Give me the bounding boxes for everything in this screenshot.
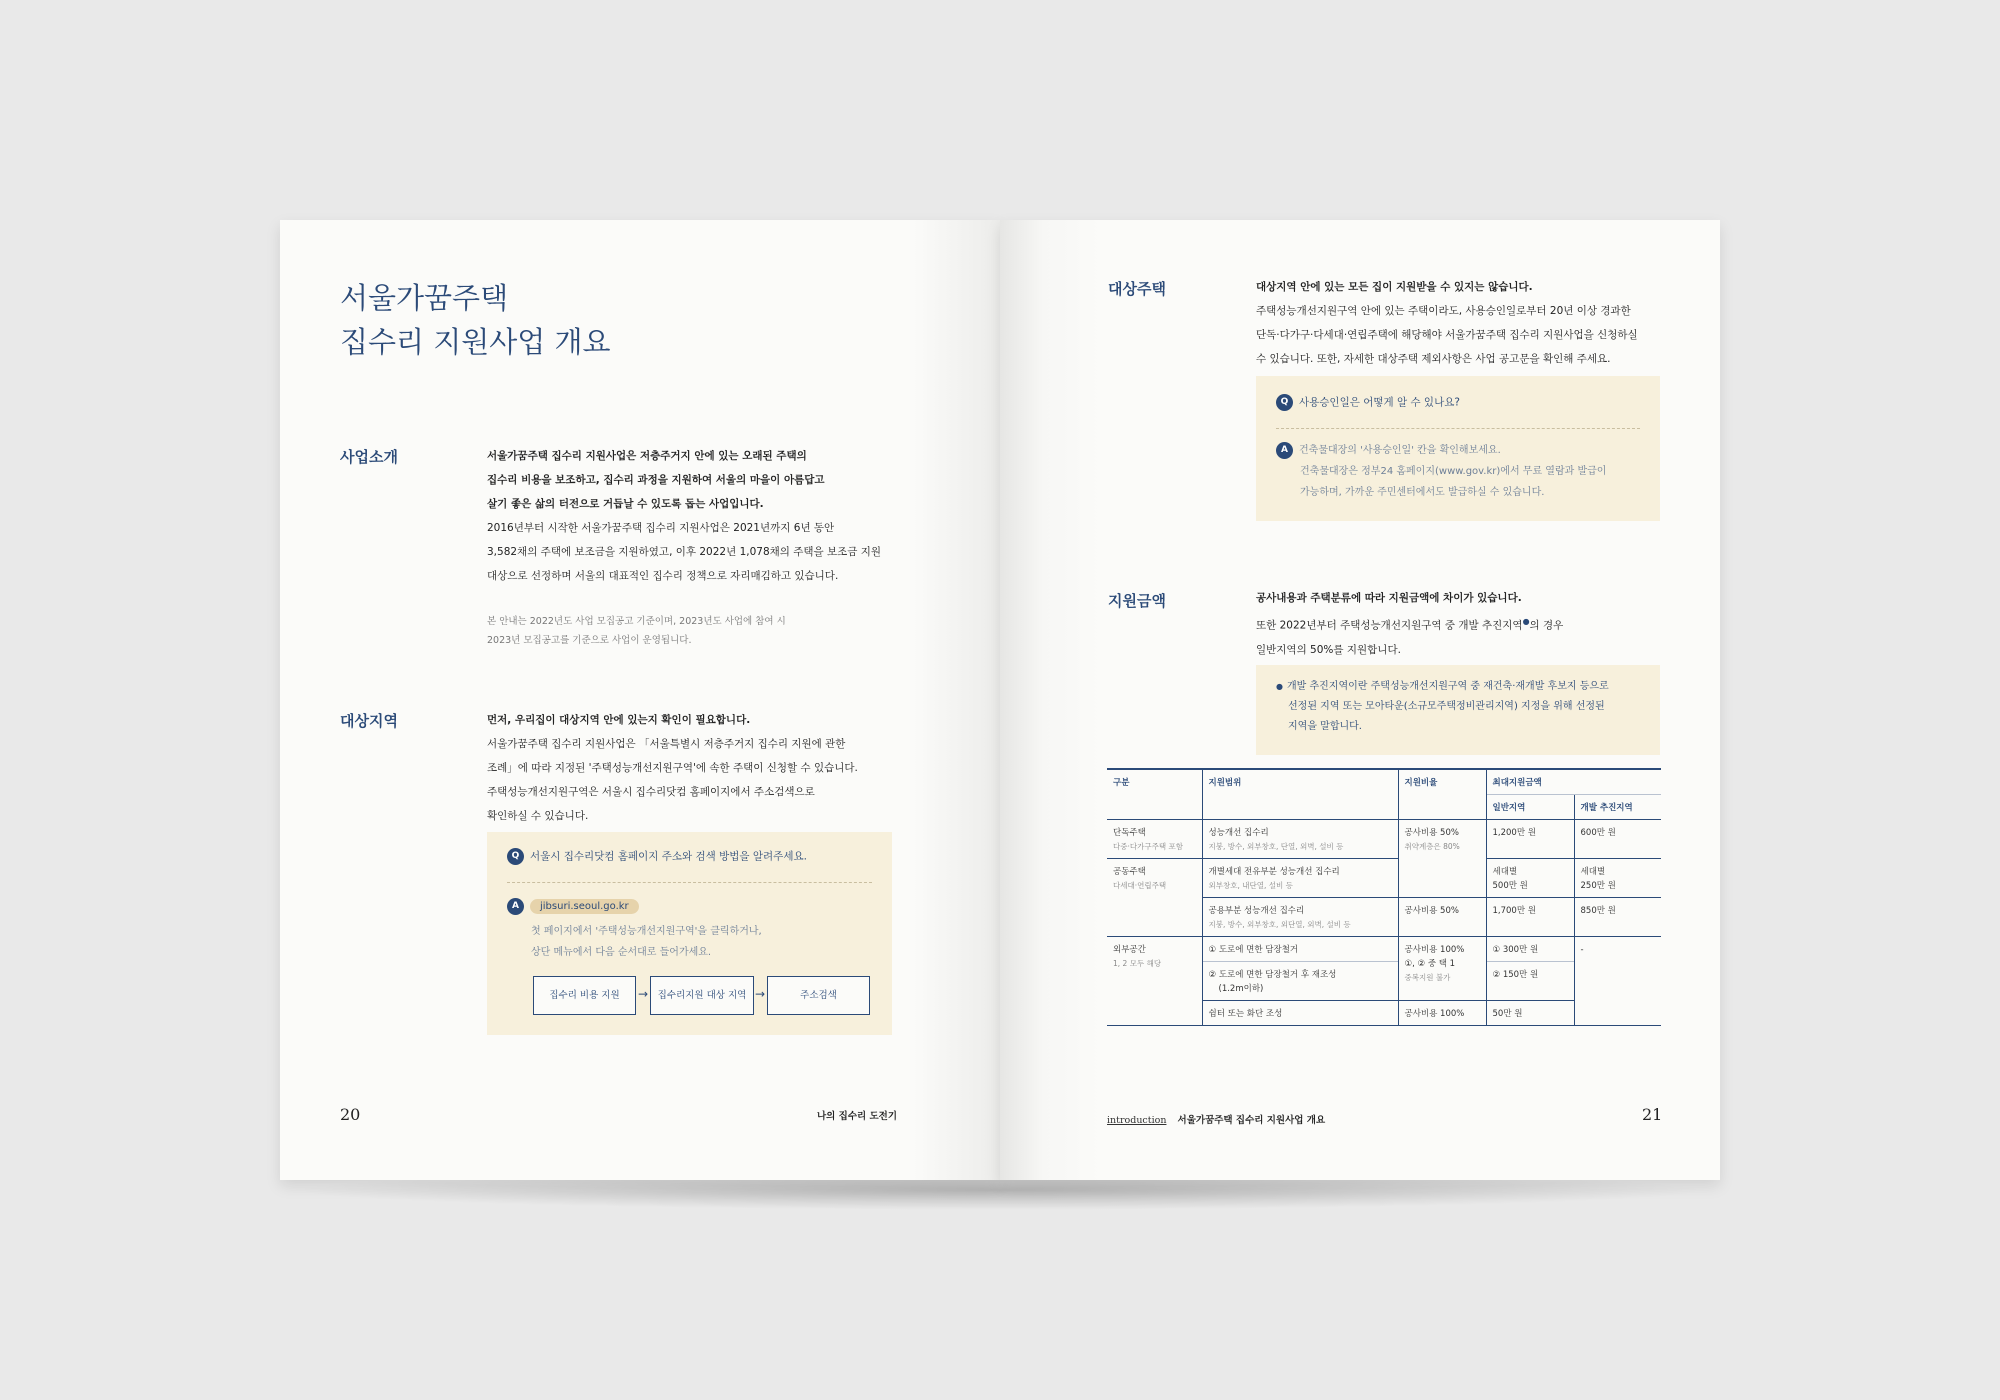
cell-subtext: 지붕, 방수, 외부창호, 단열, 외벽, 설비 등 xyxy=(1208,842,1344,851)
table-row xyxy=(1107,820,1661,859)
qa-box-approval-date xyxy=(1256,376,1660,521)
note-line: 선정된 지역 또는 모아타운(소규모주택정비관리지역) 지정을 위해 선정된 xyxy=(1288,701,1605,712)
cell-subtext: 다중·다가구주택 포함 xyxy=(1113,842,1183,851)
cell-text: 공사비용 100% xyxy=(1398,1001,1486,1026)
intro-line: 3,582채의 주택에 보조금을 지원하였고, 이후 2022년 1,078채의 주택을 보조금 지원 xyxy=(487,546,882,558)
header-category: 구분 xyxy=(1113,778,1130,788)
answer-line: 상단 메뉴에서 다음 순서대로 들어가세요. xyxy=(531,947,712,958)
intro-line: 2016년부터 시작한 서울가꿈주택 집수리 지원사업은 2021년까지 6년 동안 xyxy=(487,522,835,534)
cell-text: ② 150만 원 xyxy=(1486,962,1574,1001)
amount-line-part: 또한 2022년부터 주택성능개선지원구역 중 개발 추진지역 xyxy=(1256,619,1523,632)
intro-note xyxy=(487,612,786,650)
cell-text: 세대별 xyxy=(1492,867,1518,877)
house-line: 단독·다가구·다세대·연립주택에 해당해야 서울가꿈주택 집수리 지원사업을 신청하실 xyxy=(1256,329,1638,341)
amount-bold-line: 공사내용과 주택분류에 따라 지원금액에 차이가 있습니다. xyxy=(1256,592,1522,604)
url-link[interactable]: jibsuri.seoul.go.kr xyxy=(530,899,639,914)
intro-bold-line: 집수리 비용을 보조하고, 집수리 과정을 지원하여 서울의 마을이 아름답고 xyxy=(487,474,825,486)
footer xyxy=(1107,1108,1325,1127)
house-body xyxy=(1256,275,1696,371)
arrow-right-icon: → xyxy=(755,987,766,1001)
flow-step-2: 집수리지원 대상 지역 xyxy=(650,976,754,1015)
amount-body xyxy=(1256,586,1696,662)
cell-text: 개별세대 전유부분 성능개선 집수리 xyxy=(1208,867,1340,877)
cell-subtext: 중복지원 불가 xyxy=(1404,973,1451,982)
intro-line: 대상으로 선정하며 서울의 대표적인 집수리 정책으로 자리매김하고 있습니다. xyxy=(487,570,839,582)
answer-line: 건축물대장은 정부24 홈페이지(www.gov.kr)에서 무료 열람과 발급이 xyxy=(1300,466,1607,477)
cell-text: 1,200만 원 xyxy=(1486,820,1574,859)
answer-row xyxy=(1276,440,1501,461)
cell-text: - xyxy=(1574,937,1661,1026)
cell-text: 500만 원 xyxy=(1492,881,1528,891)
intro-body xyxy=(487,444,967,588)
question-row xyxy=(507,848,807,865)
header-general: 일반지역 xyxy=(1486,795,1574,820)
answer-line: 가능하며, 가까운 주민센터에서도 발급하실 수 있습니다. xyxy=(1300,487,1545,498)
cell-subtext: 외부창호, 내단열, 설비 등 xyxy=(1208,881,1293,890)
answer-text xyxy=(531,921,762,963)
cell-subtext: 다세대·연립주택 xyxy=(1113,881,1167,890)
answer-row xyxy=(507,896,639,915)
section-label-house: 대상주택 xyxy=(1108,280,1166,298)
area-line: 서울가꿈주택 집수리 지원사업은 「서울특별시 저층주거지 집수리 지원에 관한 xyxy=(487,738,846,750)
area-bold-line: 먼저, 우리집이 대상지역 안에 있는지 확인이 필요합니다. xyxy=(487,714,751,726)
cell-text: ① 도로에 면한 담장철거 xyxy=(1202,937,1398,962)
cell-text: ② 도로에 면한 담장철거 후 재조성 xyxy=(1208,970,1337,980)
footer-title: 서울가꿈주택 집수리 지원사업 개요 xyxy=(1177,1115,1326,1126)
cell-text: 공사비용 50% xyxy=(1404,828,1459,838)
section-label-intro: 사업소개 xyxy=(340,448,398,466)
cell-text: 50만 원 xyxy=(1486,1001,1574,1026)
house-line: 수 있습니다. 또한, 자세한 대상주택 제외사항은 사업 공고문을 확인해 주세요. xyxy=(1256,353,1611,365)
amount-line-part: 의 경우 xyxy=(1529,619,1564,632)
header-scope: 지원범위 xyxy=(1202,769,1398,820)
cell-subtext: 1, 2 모두 해당 xyxy=(1113,959,1162,968)
arrow-right-icon: → xyxy=(638,987,649,1001)
table-row xyxy=(1107,859,1661,898)
footnote-marker-icon: ● xyxy=(1522,617,1530,626)
a-badge: A xyxy=(507,898,524,915)
cell-subtext: 지붕, 방수, 외부창호, 외단열, 외벽, 설비 등 xyxy=(1208,920,1351,929)
intro-bold-line: 서울가꿈주택 집수리 지원사업은 저층주거지 안에 있는 오래된 주택의 xyxy=(487,450,807,462)
cell-text: 600만 원 xyxy=(1574,820,1661,859)
area-line: 조례」에 따라 지정된 '주택성능개선지원구역'에 속한 주택이 신청할 수 있습니다. xyxy=(487,762,858,774)
cell-text: 공사비용 100% xyxy=(1404,945,1465,955)
cell-text: 공사비용 50% xyxy=(1398,898,1486,937)
title-line-1: 서울가꿈주택 xyxy=(340,281,509,315)
title-line-2: 집수리 지원사업 개요 xyxy=(340,325,611,359)
footer-title: 나의 집수리 도전기 xyxy=(817,1111,898,1122)
divider xyxy=(1276,428,1640,429)
note-line: 지역을 말합니다. xyxy=(1288,721,1362,732)
amount-line xyxy=(1256,610,1696,638)
cell-text: 단독주택 xyxy=(1113,828,1146,838)
question-row xyxy=(1276,394,1460,411)
flow-step-3: 주소검색 xyxy=(767,976,870,1015)
cell-text: (1.2m이하) xyxy=(1218,984,1264,994)
cell-text: 쉼터 또는 화단 조성 xyxy=(1202,1001,1398,1026)
left-page xyxy=(280,220,1000,1180)
question-text: 서울시 집수리닷컴 홈페이지 주소와 검색 방법을 알려주세요. xyxy=(530,850,807,863)
note-box-dev-area xyxy=(1256,665,1660,755)
qa-box-website xyxy=(487,832,892,1035)
note-line: 2023년 모집공고를 기준으로 사업이 운영됩니다. xyxy=(487,635,692,646)
cell-text: 공동주택 xyxy=(1113,867,1146,877)
section-label-amount: 지원금액 xyxy=(1108,592,1166,610)
support-amount-table xyxy=(1107,768,1661,1026)
cell-text: 1,700만 원 xyxy=(1486,898,1574,937)
bullet-circle-icon: ● xyxy=(1276,682,1283,691)
cell-text: 공용부분 성능개선 집수리 xyxy=(1208,906,1305,916)
cell-text: 850만 원 xyxy=(1574,898,1661,937)
area-line: 확인하실 수 있습니다. xyxy=(487,810,589,822)
amount-line: 일반지역의 50%를 지원합니다. xyxy=(1256,643,1401,656)
header-max: 최대지원금액 xyxy=(1486,769,1661,795)
cell-text: 세대별 xyxy=(1580,867,1606,877)
footer-section: introduction xyxy=(1107,1115,1167,1126)
note-line: 개발 추진지역이란 주택성능개선지원구역 중 재건축·재개발 후보지 등으로 xyxy=(1286,681,1609,692)
page-number: 20 xyxy=(340,1105,361,1124)
answer-line: 건축물대장의 '사용승인일' 칸을 확인해보세요. xyxy=(1299,445,1501,456)
house-line: 주택성능개선지원구역 안에 있는 주택이라도, 사용승인일로부터 20년 이상 경과한 xyxy=(1256,305,1631,317)
section-label-area: 대상지역 xyxy=(340,712,398,730)
page-title xyxy=(340,276,611,364)
answer-line: 첫 페이지에서 '주택성능개선지원구역'을 클릭하거나, xyxy=(531,926,762,937)
cell-empty xyxy=(1398,859,1486,898)
note-text xyxy=(1276,677,1609,737)
flow-step-1: 집수리 비용 지원 xyxy=(533,976,636,1015)
house-bold-line: 대상지역 안에 있는 모든 집이 지원받을 수 있지는 않습니다. xyxy=(1256,281,1533,293)
table-row xyxy=(1107,937,1661,962)
cell-text: ① 300만 원 xyxy=(1486,937,1574,962)
cell-text: 250만 원 xyxy=(1580,881,1616,891)
q-badge: Q xyxy=(507,848,524,865)
cell-text: ①, ② 중 택 1 xyxy=(1404,959,1456,969)
q-badge: Q xyxy=(1276,394,1293,411)
answer-text xyxy=(1300,461,1606,503)
right-page xyxy=(1000,220,1720,1180)
header-ratio: 지원비율 xyxy=(1398,769,1486,820)
table-header-row xyxy=(1107,769,1661,795)
intro-bold-line: 살기 좋은 삶의 터전으로 거듭날 수 있도록 돕는 사업입니다. xyxy=(487,498,764,510)
note-line: 본 안내는 2022년도 사업 모집공고 기준이며, 2023년도 사업에 참여 시 xyxy=(487,616,786,627)
divider xyxy=(507,882,872,883)
cell-text: 외부공간 xyxy=(1113,945,1146,955)
question-text: 사용승인일은 어떻게 알 수 있나요? xyxy=(1299,396,1460,409)
cell-text: 성능개선 집수리 xyxy=(1208,828,1269,838)
area-body xyxy=(487,708,967,828)
page-number: 21 xyxy=(1642,1105,1663,1124)
a-badge: A xyxy=(1276,442,1293,459)
area-line: 주택성능개선지원구역은 서울시 집수리닷컴 홈페이지에서 주소검색으로 xyxy=(487,786,815,798)
cell-subtext: 취약계층은 80% xyxy=(1404,842,1460,851)
header-dev: 개발 추진지역 xyxy=(1574,795,1661,820)
